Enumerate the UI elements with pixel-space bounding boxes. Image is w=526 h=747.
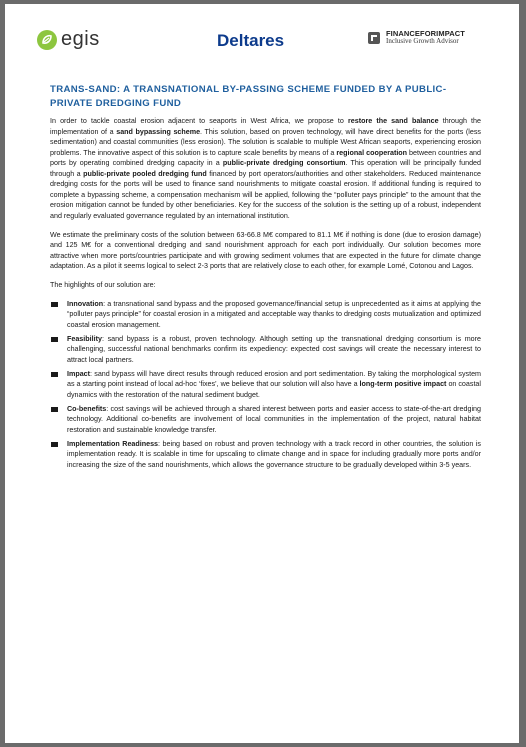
- text-run: between countries and ports by operating combined dredging capacity in a: [50, 148, 481, 167]
- intro-paragraph: [50, 116, 481, 221]
- egis-leaf-icon: [37, 30, 57, 50]
- highlight-label: Implementation Readiness: [67, 439, 159, 448]
- bullet-square-icon: [51, 337, 58, 342]
- text-run: In order to tackle coastal erosion adjacent to seaports in West Africa, we propose to: [50, 117, 348, 125]
- highlight-item: [50, 369, 481, 401]
- highlights-intro: The highlights of our solution are:: [50, 281, 156, 289]
- text-run: financed by port operators/authorities and other stakeholders. Reduced maintenance dredging costs for the ports will be used to finance sand nourishments to mitigate coastal erosion. If additional funding is required to complete a bypassing scheme, a compensation mechanism will be applied, following the “polluter pays principle” to the amount that the erosion mitigation cannot be funded by other beneficiaries. Key for the success of the solution is the setting up of a robust, independent and regularly evaluated governance regulated by an international institution.: [50, 169, 481, 220]
- bold-phrase: sand bypassing scheme: [116, 127, 201, 136]
- text-run: : sand bypass is a robust, proven technology. Although setting up the transnational dredging consortium is more challenging, successful national benchmarks confirm its expediency: expected cost savings will create the necessary interest to attract local partners.: [67, 334, 481, 364]
- bullet-square-icon: [51, 407, 58, 412]
- document-title: TRANS-SAND: A TRANSNATIONAL BY-PASSING SCHEME FUNDED BY A PUBLIC-PRIVATE DREDGING FUND: [50, 84, 447, 109]
- highlight-label: Impact: [67, 369, 91, 378]
- text-run: : a transnational sand bypass and the proposed governance/financial setup is unprecedented as it aims at applying the “polluter pays principle” for coastal erosion in a mitigated and acceptable way thanks to dredging costs mutualization and optimized coastal erosion management.: [67, 299, 481, 329]
- bold-phrase: restore the sand balance: [348, 117, 439, 125]
- highlight-label: Innovation: [67, 299, 104, 308]
- highlight-item: [50, 334, 481, 366]
- cost-paragraph: We estimate the preliminary costs of the solution between 63-66.8 M€ compared to 81.1 M€ if nothing is done (due to erosion damage) and 125 M€ for a conventional dredging and sand nourishment approach for each port individually. Our solution becomes more attractive when more ports/countries participate and with growing sediment volumes that are expected in the future for climate change adaptation. As a pilot it seems logical to select 2-3 ports that are relatively close to each other, for example Lomé, Cotonou and Lagos.: [50, 230, 481, 270]
- highlight-label: Feasibility: [67, 334, 102, 343]
- text-run: : sand bypass will have direct results through reduced erosion and port sedimentation. By taking the morphological system as a starting point instead of local ad-hoc ‘fixes’, we believe that our solution will also have a: [67, 369, 481, 388]
- egis-logo-text: egis: [61, 28, 100, 50]
- highlight-item: [50, 404, 481, 436]
- finance-for-impact-logo: [367, 30, 465, 45]
- document-body: [50, 116, 481, 474]
- bold-phrase: public-private dredging consortium: [222, 159, 346, 167]
- text-run: on coastal dynamics with the restoration of the natural sediment budget.: [67, 380, 481, 399]
- page-header: [5, 4, 519, 64]
- finance-for-impact-subtitle: Inclusive Growth Advisor: [386, 36, 459, 45]
- highlights-list: [50, 299, 481, 471]
- document-page: [5, 4, 519, 743]
- highlight-item: [50, 299, 481, 331]
- finance-for-impact-mark-icon: [367, 31, 381, 45]
- bold-phrase: public-private pooled dredging fund: [83, 169, 207, 178]
- text-run: . This operation will be principally funded through a: [50, 159, 481, 178]
- text-run: : cost savings will be achieved through a shared interest between ports and easier access to state-of-the-art dredging technology. Additional co-benefits are involvement of local communities in the implementation of the project, natural habitat restoration and sustainable knowledge transfer.: [67, 404, 481, 434]
- egis-logo: [37, 28, 100, 51]
- bullet-square-icon: [51, 372, 58, 377]
- bold-phrase: regional cooperation: [336, 148, 408, 157]
- text-run: . This solution, based on proven technology, will have direct benefits for the ports (less sedimentation) and coastal communities (less erosion). The solution is scalable to multiple West African seaports, experiencing erosion problems. The innovative aspect of this solution is to capture scale benefits by means of a: [50, 127, 481, 157]
- text-run: : being based on robust and proven technology with a track record in other countries, the solution is implementation ready. It is scalable in time for upscaling to climate change and in space for including gradually more ports and/or increasing the size of the sand nourishments, which allows the governance structure to be gradually developed within 3-5 years.: [67, 439, 481, 469]
- text-run: through the implementation of a: [50, 117, 481, 136]
- bullet-square-icon: [51, 442, 58, 447]
- highlight-item: [50, 439, 481, 471]
- finance-for-impact-name: FINANCEFORIMPACT: [386, 29, 465, 38]
- bold-phrase: long-term positive impact: [359, 380, 447, 388]
- highlight-label: Co-benefits: [67, 404, 107, 413]
- deltares-logo: Deltares: [217, 31, 285, 50]
- bullet-square-icon: [51, 302, 58, 307]
